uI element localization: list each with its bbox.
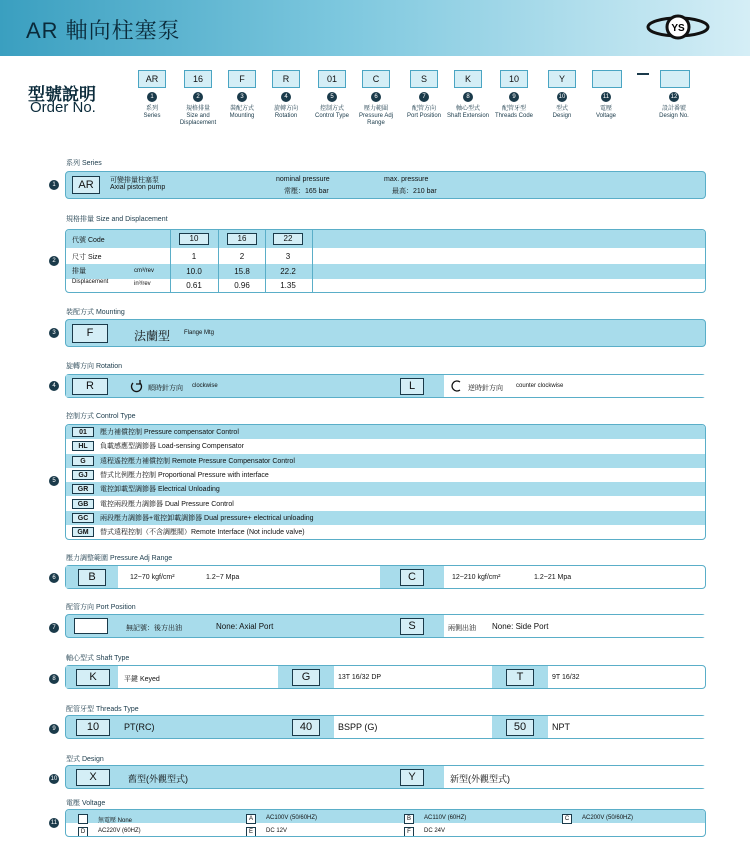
order-code-label-en: Size and Displacement bbox=[179, 113, 217, 126]
size-cell-sizes: 2 bbox=[239, 252, 245, 261]
series-code: AR bbox=[72, 176, 100, 194]
mounting-code: F bbox=[72, 324, 108, 343]
order-code-label-en: Control Type bbox=[315, 113, 349, 119]
order-code-box: S bbox=[410, 70, 438, 88]
control-item bbox=[66, 454, 705, 468]
order-dash bbox=[637, 73, 649, 75]
size-title: 規格排量 Size and Displacement bbox=[66, 216, 168, 223]
order-code-label bbox=[264, 106, 308, 120]
order-code-box: R bbox=[272, 70, 300, 88]
control-title: 控制方式 Control Type bbox=[66, 413, 136, 420]
control-item bbox=[66, 511, 705, 525]
port-a-code bbox=[74, 618, 108, 634]
rotation-num: 4 bbox=[49, 381, 59, 391]
port-a-cn: 無記號：後方出油 bbox=[126, 625, 182, 632]
order-code-label-cn: 配管牙型 bbox=[501, 106, 526, 112]
logo-text: YS bbox=[671, 23, 685, 34]
order-code-label bbox=[402, 106, 446, 120]
voltage-item-code: C bbox=[562, 814, 572, 824]
order-code-num: 4 bbox=[281, 92, 291, 102]
order-code-num: 2 bbox=[193, 92, 203, 102]
port-title: 配管方向 Port Position bbox=[66, 604, 136, 611]
port-num: 7 bbox=[49, 623, 59, 633]
pressure-b-mpa: 1.2~21 Mpa bbox=[534, 574, 572, 581]
size-table bbox=[65, 229, 706, 293]
size-unit-cm3: cm³/rev bbox=[134, 268, 154, 274]
size-row-disp-cn: 排量 bbox=[72, 268, 86, 275]
order-code-label-cn: 裝配方式 bbox=[229, 106, 254, 112]
pressure-num: 6 bbox=[49, 573, 59, 583]
voltage-item-code: E bbox=[246, 827, 256, 837]
order-code-box: 16 bbox=[184, 70, 212, 88]
shaft-title: 軸心型式 Shaft Type bbox=[66, 655, 130, 662]
port-b-cn: 兩側出油 bbox=[448, 625, 476, 632]
control-item-code: GJ bbox=[72, 470, 94, 480]
order-code-label-cn: 控制方式 bbox=[319, 106, 344, 112]
pressure-b-code: C bbox=[400, 569, 424, 586]
clockwise-arrow-icon bbox=[130, 380, 143, 393]
size-cell-in3: 0.61 bbox=[186, 281, 202, 290]
order-code-box: K bbox=[454, 70, 482, 88]
order-code-label-en: Design No. bbox=[659, 113, 689, 119]
order-code-label-cn: 型式 bbox=[555, 106, 568, 112]
voltage-item-text: DC 12V bbox=[266, 828, 288, 834]
control-item bbox=[66, 482, 705, 496]
control-list bbox=[65, 424, 706, 540]
pressure-a-code: B bbox=[78, 569, 106, 586]
pressure-bar bbox=[65, 565, 706, 589]
order-code-num: 5 bbox=[327, 92, 337, 102]
order-code-label-en: Threads Code bbox=[494, 113, 534, 119]
voltage-title: 電壓 Voltage bbox=[66, 800, 106, 807]
port-b-code: S bbox=[400, 618, 424, 635]
voltage-item-code: F bbox=[404, 827, 414, 837]
voltage-item-text: AC200V (50/60HZ) bbox=[582, 815, 634, 821]
order-code-num: 3 bbox=[237, 92, 247, 102]
order-code-num: 7 bbox=[419, 92, 429, 102]
threads-a-txt: PT(RC) bbox=[124, 722, 155, 732]
order-code-label bbox=[540, 106, 584, 120]
size-cell-sizes: 3 bbox=[285, 252, 291, 261]
design-bar bbox=[65, 765, 706, 789]
port-a-en: None: Axial Port bbox=[216, 622, 274, 631]
pressure-title: 壓力調整範圍 Pressure Adj Range bbox=[66, 555, 173, 562]
order-code-label-en: Shaft Extension bbox=[446, 113, 490, 119]
order-code-label-cn: 電壓 bbox=[599, 106, 612, 112]
size-row-size: 尺寸 Size bbox=[72, 254, 102, 261]
mounting-bar bbox=[65, 319, 706, 347]
rotation-b-cn: 逆時針方向 bbox=[468, 385, 503, 392]
voltage-item-text: DC 24V bbox=[424, 828, 446, 834]
size-cell-cm3: 22.2 bbox=[280, 267, 296, 276]
rotation-bar bbox=[65, 374, 706, 398]
shaft-num: 8 bbox=[49, 674, 59, 684]
order-code-box: C bbox=[362, 70, 390, 88]
size-num: 2 bbox=[49, 256, 59, 266]
control-item-text: 電控兩段壓力調節器 Dual Pressure Control bbox=[100, 500, 234, 508]
ys-logo-icon bbox=[638, 6, 718, 48]
series-num: 1 bbox=[49, 180, 59, 190]
control-item-text: 負載感應型調節器 Load-sensing Compensator bbox=[100, 443, 244, 451]
control-item-text: 遠程遙控壓力補償控制 Remote Pressure Compensator Control bbox=[100, 457, 295, 465]
design-title: 型式 Design bbox=[66, 756, 104, 763]
mounting-num: 3 bbox=[49, 328, 59, 338]
size-cell-in3: 1.35 bbox=[280, 281, 296, 290]
order-code-label bbox=[584, 106, 628, 120]
size-cell-codes: 10 bbox=[179, 233, 209, 245]
threads-b-txt: BSPP (G) bbox=[338, 722, 378, 732]
series-mp-label: max. pressure bbox=[384, 176, 429, 183]
counter-clockwise-arrow-icon bbox=[450, 379, 463, 393]
order-code-box: F bbox=[228, 70, 256, 88]
series-desc-en: Axial piston pump bbox=[110, 184, 166, 191]
size-cell-cm3: 15.8 bbox=[234, 267, 250, 276]
order-title-cn: 型號說明 bbox=[28, 85, 96, 104]
size-cell-codes: 16 bbox=[227, 233, 257, 245]
series-desc-cn: 可變排量柱塞泵 bbox=[110, 177, 159, 184]
order-code-label-en: Voltage bbox=[595, 113, 617, 119]
rotation-b-en: counter clockwise bbox=[516, 383, 564, 389]
page-title: AR 軸向柱塞泵 bbox=[26, 18, 181, 43]
control-item-text: 兩段壓力調節器+電控卸載調節器 Dual pressure+ electrical unloading bbox=[100, 514, 314, 522]
order-code-box bbox=[592, 70, 622, 88]
size-row-code: 代號 Code bbox=[72, 237, 105, 244]
order-code-label bbox=[310, 106, 354, 120]
control-item bbox=[66, 425, 705, 439]
mounting-cn: 法蘭型 bbox=[134, 329, 171, 343]
order-code-label-cn: 旋轉方向 bbox=[273, 106, 298, 112]
rotation-a-cn: 順時針方向 bbox=[148, 385, 183, 392]
shaft-bar bbox=[65, 665, 706, 689]
voltage-item-code: D bbox=[78, 827, 88, 837]
size-cell-in3: 0.96 bbox=[234, 281, 250, 290]
mounting-en: Flange Mtg bbox=[184, 330, 215, 336]
series-np-label: nominal pressure bbox=[276, 176, 330, 183]
rotation-a-en: clockwise bbox=[192, 383, 218, 389]
threads-title: 配管牙型 Threads Type bbox=[66, 706, 139, 713]
order-code-num: 1 bbox=[147, 92, 157, 102]
threads-a-code: 10 bbox=[76, 719, 110, 736]
order-code-label-cn: 壓力範圍 bbox=[363, 106, 388, 112]
size-cell-cm3: 10.0 bbox=[186, 267, 202, 276]
voltage-item-code: B bbox=[404, 814, 414, 824]
port-bar bbox=[65, 614, 706, 638]
order-code-label-cn: 軸心型式 bbox=[455, 106, 480, 112]
shaft-c-txt: 9T 16/32 bbox=[552, 674, 580, 681]
order-code-label-en: Mounting bbox=[229, 113, 255, 119]
shaft-a-txt: 平鍵 Keyed bbox=[124, 676, 160, 683]
voltage-item-text: AC100V (50/60HZ) bbox=[266, 815, 318, 821]
design-a-code: X bbox=[76, 769, 110, 786]
order-code-label-cn: 規格排量 bbox=[185, 106, 210, 112]
rotation-a-code: R bbox=[72, 378, 108, 395]
order-code-box: 10 bbox=[500, 70, 528, 88]
order-code-label bbox=[446, 106, 490, 120]
voltage-item-code bbox=[78, 814, 88, 824]
voltage-item-code: A bbox=[246, 814, 256, 824]
order-code-label-en: Port Position bbox=[406, 113, 442, 119]
order-code-box: Y bbox=[548, 70, 576, 88]
order-code-label-en: Design bbox=[552, 113, 572, 119]
order-code-label bbox=[652, 106, 696, 120]
order-title-en: Order No. bbox=[30, 99, 96, 116]
threads-num: 9 bbox=[49, 724, 59, 734]
pressure-b-kg: 12~210 kgf/cm² bbox=[452, 574, 501, 581]
voltage-item-text: AC110V (60HZ) bbox=[424, 815, 467, 821]
mounting-title: 裝配方式 Mounting bbox=[66, 309, 125, 316]
order-code-label bbox=[130, 106, 174, 120]
order-code-box: AR bbox=[138, 70, 166, 88]
rotation-b-code: L bbox=[400, 378, 424, 395]
pressure-a-kg: 12~70 kgf/cm² bbox=[130, 574, 175, 581]
control-item-text: 壓力補償控制 Pressure compensator Control bbox=[100, 429, 239, 436]
order-code-label bbox=[354, 106, 398, 127]
control-item-code: GB bbox=[72, 499, 94, 509]
order-code-label-cn: 設計番號 bbox=[661, 106, 686, 112]
order-code-label-en: Rotation bbox=[274, 113, 298, 119]
threads-c-txt: NPT bbox=[552, 722, 570, 732]
control-item-code: GM bbox=[72, 527, 94, 537]
rotation-title: 旋轉方向 Rotation bbox=[66, 363, 123, 370]
pressure-a-mpa: 1.2~7 Mpa bbox=[206, 574, 240, 581]
order-code-label bbox=[176, 106, 220, 127]
design-num: 10 bbox=[50, 776, 58, 782]
order-code-label bbox=[492, 106, 536, 120]
order-code-box bbox=[660, 70, 690, 88]
control-item-code: GR bbox=[72, 484, 94, 494]
series-title: 系列 Series bbox=[66, 160, 102, 167]
control-item-code: HL bbox=[72, 441, 94, 451]
size-cell-codes: 22 bbox=[273, 233, 303, 245]
size-unit-in3: in³/rev bbox=[134, 281, 151, 287]
voltage-item-text: 無電壓 None bbox=[98, 818, 133, 824]
threads-c-code: 50 bbox=[506, 719, 534, 736]
design-a-txt: 舊型(外觀型式) bbox=[128, 774, 188, 784]
shaft-c-code: T bbox=[506, 669, 534, 686]
design-b-code: Y bbox=[400, 769, 424, 786]
threads-bar bbox=[65, 715, 706, 739]
series-np-value: 常壓：165 bar bbox=[284, 188, 329, 195]
control-item-code: G bbox=[72, 456, 94, 466]
order-code-num: 12 bbox=[670, 94, 678, 100]
control-item bbox=[66, 439, 705, 453]
control-item-code: 01 bbox=[72, 427, 94, 437]
order-code-label-cn: 系列 bbox=[145, 106, 158, 112]
control-item bbox=[66, 468, 705, 482]
order-code-label-en: Series bbox=[143, 113, 161, 119]
order-code-num: 6 bbox=[371, 92, 381, 102]
order-code-label bbox=[220, 106, 264, 120]
voltage-item-text: AC220V (60HZ) bbox=[98, 828, 141, 834]
control-item-text: 替式比例壓力控制 Proportional Pressure with interface bbox=[100, 471, 269, 479]
order-code-num: 9 bbox=[509, 92, 519, 102]
order-code-num: 11 bbox=[602, 94, 610, 100]
control-item-text: 電控卸載型調節器 Electrical Unloading bbox=[100, 486, 220, 494]
shaft-b-code: G bbox=[292, 669, 320, 686]
threads-b-code: 40 bbox=[292, 719, 320, 736]
port-b-en: None: Side Port bbox=[492, 622, 549, 631]
control-num: 5 bbox=[49, 476, 59, 486]
shaft-a-code: K bbox=[76, 669, 110, 686]
control-item-code: GC bbox=[72, 513, 94, 523]
control-item-text: 替式遠程控制（不含調壓閥）Remote Interface (Not include valve) bbox=[100, 529, 305, 537]
shaft-b-txt: 13T 16/32 DP bbox=[338, 674, 382, 681]
size-cell-sizes: 1 bbox=[191, 252, 197, 261]
voltage-box bbox=[65, 809, 706, 837]
size-row-disp-en: Displacement bbox=[72, 279, 109, 285]
control-item bbox=[66, 497, 705, 511]
control-item bbox=[66, 525, 705, 539]
order-code-label-cn: 配管方向 bbox=[411, 106, 436, 112]
order-code-num: 8 bbox=[463, 92, 473, 102]
series-bar bbox=[65, 171, 706, 199]
order-code-label-en: Pressure Adj Range bbox=[358, 113, 394, 126]
design-b-txt: 新型(外觀型式) bbox=[450, 774, 510, 784]
voltage-num: 11 bbox=[50, 820, 58, 826]
series-mp-value: 最高：210 bar bbox=[392, 188, 437, 195]
order-code-num: 10 bbox=[558, 94, 566, 100]
order-code-box: 01 bbox=[318, 70, 346, 88]
